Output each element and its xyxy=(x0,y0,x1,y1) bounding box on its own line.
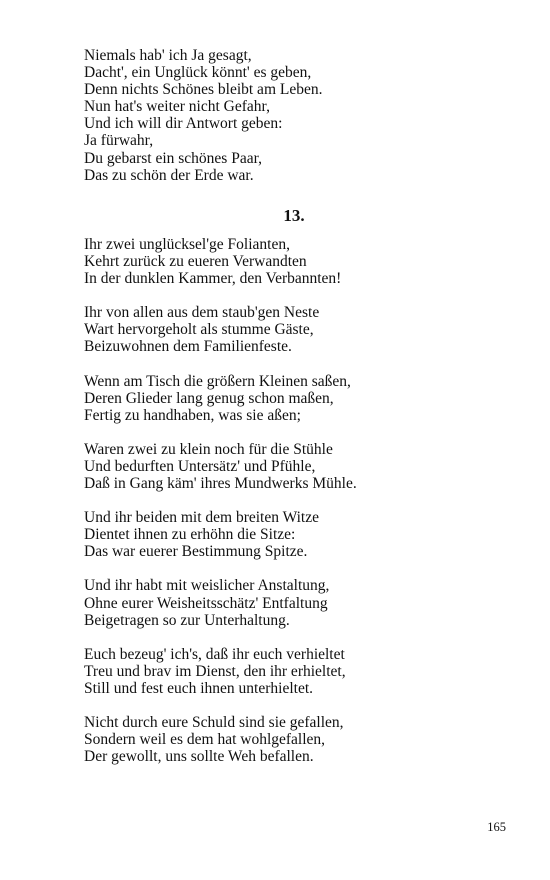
verse-line: Und bedurften Untersätz' und Pfühle, xyxy=(84,457,316,475)
verse-line: Dacht', ein Unglück könnt' es geben, xyxy=(84,64,312,82)
verse-line: Daß in Gang käm' ihres Mundwerks Mühle. xyxy=(84,475,357,493)
verse-line: Denn nichts Schönes bleibt am Leben. xyxy=(84,81,323,99)
stanza-3 xyxy=(84,373,504,424)
verse-line: Waren zwei zu klein noch für die Stühle xyxy=(84,440,333,458)
verse-line: Wenn am Tisch die größern Kleinen saßen, xyxy=(84,372,351,390)
verse-line: Das war euerer Bestimmung Spitze. xyxy=(84,543,308,561)
verse-line: Und ich will dir Antwort geben: xyxy=(84,115,283,133)
verse-line: Nicht durch eure Schuld sind sie gefallen, xyxy=(84,713,344,731)
stanza-5 xyxy=(84,509,504,560)
verse-line: Sondern weil es dem hat wohlgefallen, xyxy=(84,731,326,749)
poem-number-heading: 13. xyxy=(283,206,305,225)
stanza-1 xyxy=(84,236,504,287)
verse-line: Und ihr habt mit weislicher Anstaltung, xyxy=(84,577,330,595)
verse-line: Und ihr beiden mit dem breiten Witze xyxy=(84,509,319,527)
verse-line: Euch bezeug' ich's, daß ihr euch verhieltet xyxy=(84,645,345,663)
verse-line: Ihr von allen aus dem staub'gen Neste xyxy=(84,304,320,322)
poem-body xyxy=(84,236,504,782)
verse-line: Du gebarst ein schönes Paar, xyxy=(84,149,263,167)
verse-line: Still und fest euch ihnen unterhieltet. xyxy=(84,679,314,697)
verse-line: Das zu schön der Erde war. xyxy=(84,166,254,184)
verse-line: Ja fürwahr, xyxy=(84,132,154,150)
page-number: 165 xyxy=(487,820,506,834)
verse-line: Der gewollt, uns sollte Weh befallen. xyxy=(84,748,314,766)
verse-line: Fertig zu handhaben, was sie aßen; xyxy=(84,406,301,424)
stanza-4 xyxy=(84,441,504,492)
verse-line: Deren Glieder lang genug schon maßen, xyxy=(84,389,334,407)
stanza-2 xyxy=(84,304,504,355)
verse-line: Beizuwohnen dem Familienfeste. xyxy=(84,338,292,356)
verse-line: Kehrt zurück zu eueren Verwandten xyxy=(84,253,307,271)
verse-line: Beigetragen so zur Unterhaltung. xyxy=(84,611,290,629)
verse-line: Ohne eurer Weisheitsschätz' Entfaltung xyxy=(84,594,328,612)
opening-stanza xyxy=(84,47,504,184)
verse-line: Ihr zwei unglücksel'ge Folianten, xyxy=(84,236,290,253)
verse-line: Niemals hab' ich Ja gesagt, xyxy=(84,47,252,64)
verse-line: Wart hervorgeholt als stumme Gäste, xyxy=(84,321,314,339)
verse-line: Nun hat's weiter nicht Gefahr, xyxy=(84,98,270,116)
verse-line: Dientet ihnen zu erhöhn die Sitze: xyxy=(84,526,296,544)
stanza-8 xyxy=(84,714,504,765)
stanza-6 xyxy=(84,577,504,628)
verse-line: Treu und brav im Dienst, den ihr erhieltet, xyxy=(84,662,346,680)
stanza-7 xyxy=(84,646,504,697)
verse-line: In der dunklen Kammer, den Verbannten! xyxy=(84,270,342,288)
